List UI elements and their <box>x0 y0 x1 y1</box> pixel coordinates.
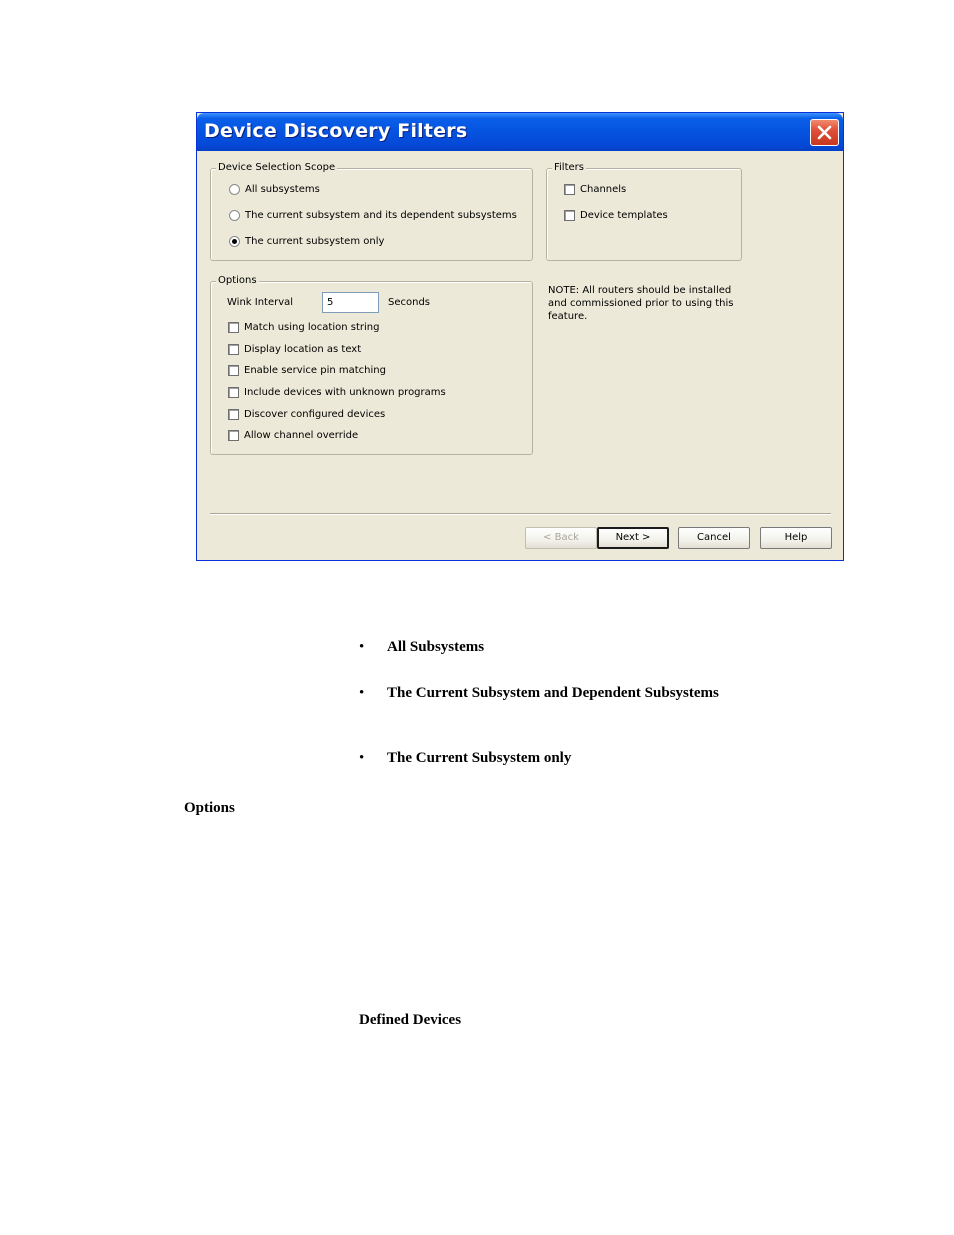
device-selection-scope-group <box>210 162 533 261</box>
radio-current-only[interactable] <box>229 236 240 247</box>
option-unknown-programs[interactable] <box>228 387 446 398</box>
routers-note: NOTE: All routers should be installed and commissioned prior to using this feature. <box>548 285 734 322</box>
defined-devices-heading: Defined Devices <box>359 1012 462 1028</box>
wink-interval-unit: Seconds <box>388 297 431 308</box>
back-button[interactable]: < Back <box>525 527 597 549</box>
scope-legend: Device Selection Scope <box>218 162 336 173</box>
checkbox-label: Channels <box>580 184 627 195</box>
scope-option-current-only[interactable] <box>229 236 384 247</box>
radio-label: The current subsystem only <box>245 236 385 247</box>
wink-interval-label: Wink Interval <box>227 297 294 308</box>
option-discover-configured[interactable] <box>228 409 385 420</box>
bullet-all-subsystems: All Subsystems <box>387 639 485 655</box>
checkbox-unknown-programs[interactable] <box>228 387 239 398</box>
bullet-glyph: • <box>359 685 365 701</box>
filter-device-templates[interactable] <box>564 210 668 221</box>
checkbox-label: Device templates <box>580 210 668 221</box>
checkbox-match-location[interactable] <box>228 322 239 333</box>
radio-current-and-dependent[interactable] <box>229 210 240 221</box>
option-service-pin[interactable] <box>228 365 386 376</box>
checkbox-label: Match using location string <box>244 322 380 333</box>
checkbox-channels[interactable] <box>564 184 575 195</box>
scope-option-current-and-dependent[interactable] <box>229 210 517 221</box>
checkbox-label: Discover configured devices <box>244 409 386 420</box>
device-discovery-filters-dialog <box>196 112 844 561</box>
option-channel-override[interactable] <box>228 430 358 441</box>
checkbox-display-location[interactable] <box>228 344 239 355</box>
scope-option-all-subsystems[interactable] <box>229 184 320 195</box>
filters-group <box>546 162 742 261</box>
radio-label: All subsystems <box>245 184 320 195</box>
option-match-location[interactable] <box>228 322 379 333</box>
bullet-current-only: The Current Subsystem only <box>387 750 572 766</box>
checkbox-label: Enable service pin matching <box>244 365 386 376</box>
help-button[interactable]: Help <box>760 527 832 549</box>
bullet-glyph: • <box>359 750 365 766</box>
bullet-glyph: • <box>359 639 365 655</box>
dialog-body <box>200 151 840 557</box>
filter-channels[interactable] <box>564 184 626 195</box>
checkbox-service-pin[interactable] <box>228 365 239 376</box>
checkbox-label: Include devices with unknown programs <box>244 387 446 398</box>
close-button[interactable] <box>810 119 839 146</box>
radio-all-subsystems[interactable] <box>229 184 240 195</box>
checkbox-channel-override[interactable] <box>228 430 239 441</box>
bullet-current-and-dependent: The Current Subsystem and Dependent Subsystems <box>387 685 719 701</box>
checkbox-discover-configured[interactable] <box>228 409 239 420</box>
filters-legend: Filters <box>554 162 584 173</box>
option-display-location[interactable] <box>228 344 361 355</box>
dialog-title: Device Discovery Filters <box>204 120 468 142</box>
options-group <box>210 275 533 455</box>
wink-interval-input[interactable] <box>322 292 379 313</box>
options-heading: Options <box>184 800 235 816</box>
checkbox-device-templates[interactable] <box>564 210 575 221</box>
close-icon <box>817 125 832 140</box>
button-separator <box>210 513 831 515</box>
cancel-button[interactable]: Cancel <box>678 527 750 549</box>
title-bar[interactable] <box>197 113 843 151</box>
next-button[interactable]: Next > <box>597 527 669 549</box>
checkbox-label: Allow channel override <box>244 430 359 441</box>
options-legend: Options <box>218 275 257 286</box>
radio-label: The current subsystem and its dependent subsystems <box>245 210 517 221</box>
checkbox-label: Display location as text <box>244 344 362 355</box>
